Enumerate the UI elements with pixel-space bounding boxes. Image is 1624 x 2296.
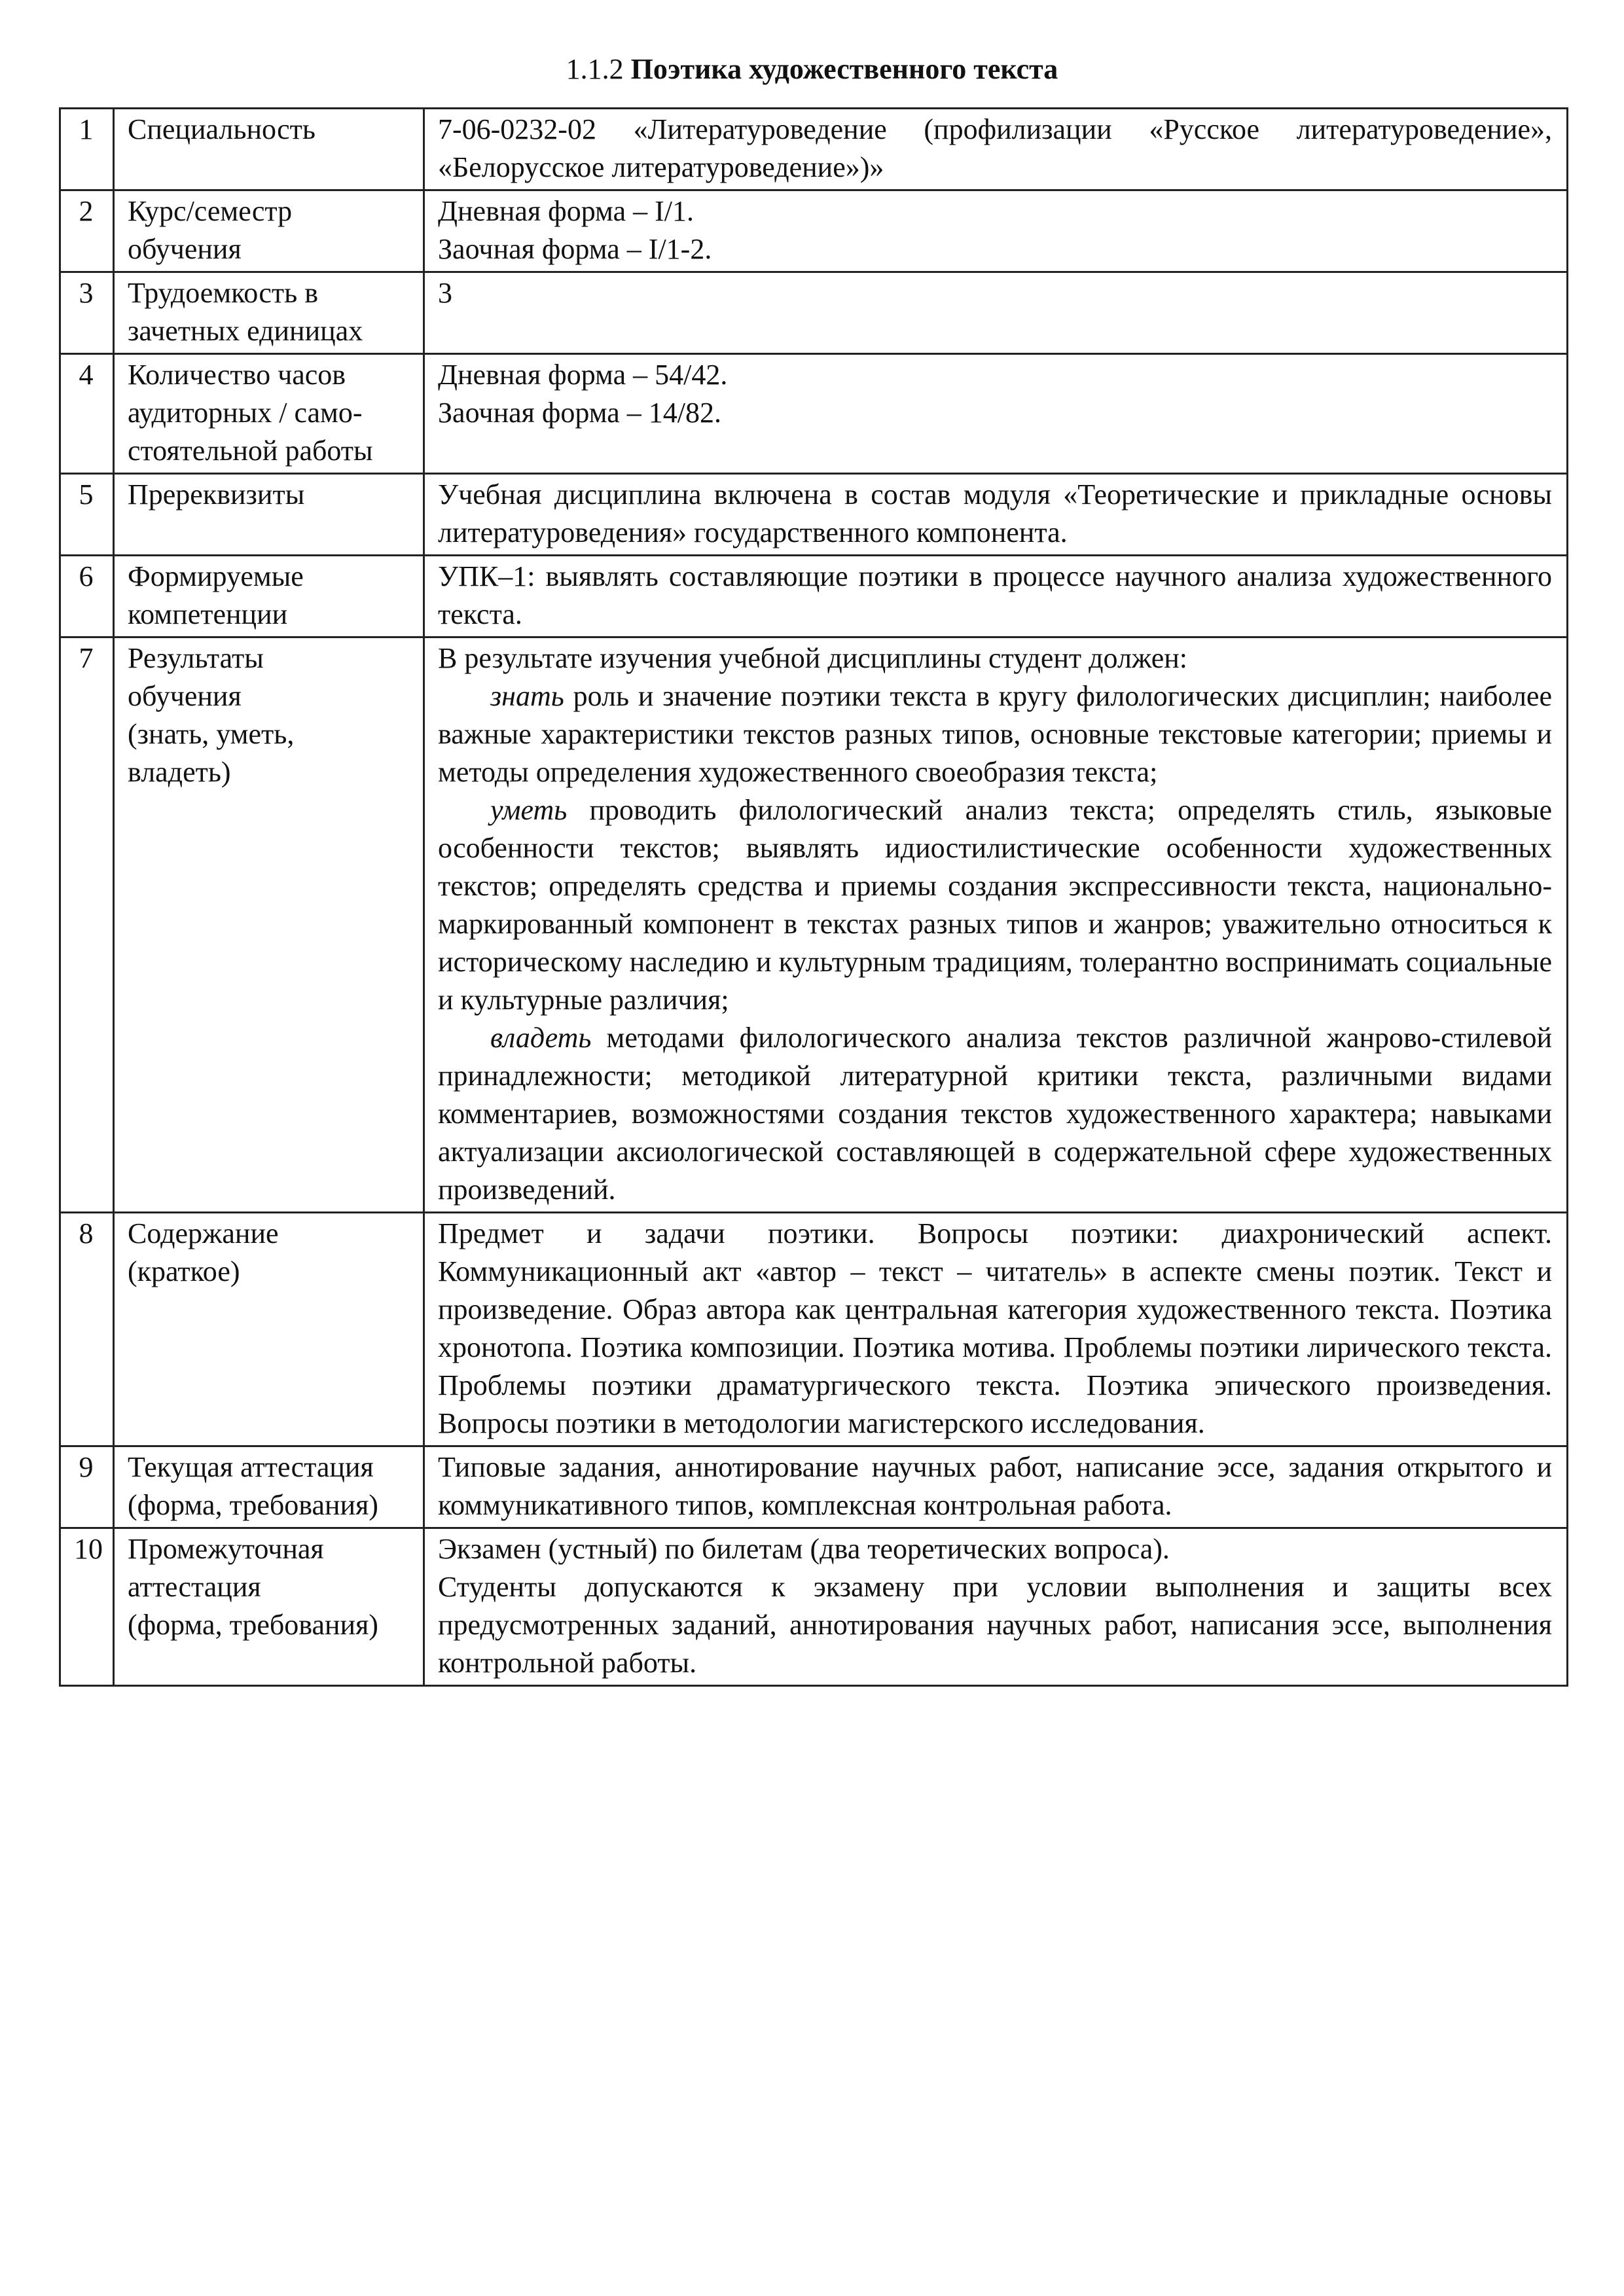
row-number: 8 (60, 1213, 114, 1446)
row-label-line: Трудоемкость в (128, 277, 318, 309)
table-row (60, 354, 1568, 474)
results-can (438, 791, 1552, 1019)
row-value (424, 474, 1568, 556)
results-text: проводить филологический анализ текста; определять стиль, языковые особенности текстов; выявлять идиостилистические особенности художественных текстов; определять средства и приемы создания экспрессивности текста, национально-маркированный компонент в текстах разных типов и жанров; уважительно относиться к историческому наследию и культурным традициям, толерантно воспринимать социальные и культурные различия; (438, 794, 1552, 1016)
row-label-line: аудиторных / само- (128, 397, 363, 429)
row-number: 2 (60, 190, 114, 272)
row-value-text: Дневная форма – 54/42. (438, 359, 728, 391)
row-value (424, 190, 1568, 272)
row-label-line: владеть) (128, 756, 231, 788)
table-row (60, 1446, 1568, 1528)
row-value-text: Предмет и задачи поэтики. Вопросы поэтики: диахронический аспект. Коммуникационный акт «автор – текст – читатель» в аспекте смены поэтик. Текст и произведение. Образ автора как центральная категория художественного текста. Поэтика хронотопа. Поэтика композиции. Поэтика мотива. Проблемы поэтики лирического текста. Проблемы поэтики драматургического текста. Поэтика эпического произведения. Вопросы поэтики в методологии магистерского исследования. (438, 1217, 1552, 1439)
row-value-text: Экзамен (устный) по билетам (два теоретических вопроса). (438, 1533, 1170, 1565)
row-label-line: (форма, требования) (128, 1609, 378, 1641)
row-value (424, 354, 1568, 474)
table-row (60, 272, 1568, 354)
row-label-line: Специальность (128, 113, 316, 145)
row-label (114, 1528, 424, 1686)
results-term: владеть (490, 1022, 592, 1054)
results-text: роль и значение поэтики текста в кругу филологических дисциплин; наиболее важные характеристики текстов разных типов, основные текстовые категории; приемы и методы определения художественного своеобразия текста; (438, 680, 1552, 788)
row-value (424, 1446, 1568, 1528)
results-text: методами филологического анализа текстов различной жанрово-стилевой принадлежности; методикой литературной критики текста, различными видами комментариев, возможностями создания текстов художественного характера; навыками актуализации аксиологической составляющей в содержательной сфере художественных произведений. (438, 1022, 1552, 1206)
row-number: 10 (60, 1528, 114, 1686)
row-label (114, 474, 424, 556)
row-number: 9 (60, 1446, 114, 1528)
row-value-text: Типовые задания, аннотирование научных работ, написание эссе, задания открытого и коммуникативного типов, комплексная контрольная работа. (438, 1451, 1552, 1521)
row-value (424, 109, 1568, 190)
table-row (60, 190, 1568, 272)
results-intro: В результате изучения учебной дисциплины студент должен: (438, 642, 1188, 674)
row-value-text: Заочная форма – I/1-2. (438, 233, 712, 265)
row-label-line: стоятельной работы (128, 435, 373, 467)
row-label-line: обучения (128, 233, 242, 265)
row-label (114, 1213, 424, 1446)
row-value-text: Студенты допускаются к экзамену при условии выполнения и защиты всех предусмотренных заданий, аннотирования научных работ, написания эссе, выполнения контрольной работы. (438, 1571, 1552, 1679)
row-number: 5 (60, 474, 114, 556)
row-label (114, 354, 424, 474)
row-label (114, 272, 424, 354)
section-number: 1.1.2 (566, 53, 624, 85)
results-term: знать (490, 680, 564, 712)
table-row (60, 637, 1568, 1213)
row-value (424, 1213, 1568, 1446)
row-number: 6 (60, 556, 114, 637)
row-number: 1 (60, 109, 114, 190)
results-know (438, 677, 1552, 791)
row-label-line: Количество часов (128, 359, 346, 391)
row-label-line: компетенции (128, 598, 288, 630)
row-label-line: (знать, уметь, (128, 718, 295, 750)
row-label (114, 109, 424, 190)
row-value-text: 7-06-0232-02 «Литературоведение (профилизации «Русское литературоведение», «Белорусское литературоведение»)» (438, 113, 1552, 183)
row-label-line: Результаты (128, 642, 264, 674)
table-row (60, 1528, 1568, 1686)
row-label-line: обучения (128, 680, 242, 712)
row-value-text: УПК–1: выявлять составляющие поэтики в процессе научного анализа художественного текста. (438, 560, 1552, 630)
row-label-line: аттестация (128, 1571, 261, 1603)
row-label (114, 190, 424, 272)
row-label-line: Формируемые (128, 560, 304, 592)
row-number: 3 (60, 272, 114, 354)
table-row (60, 556, 1568, 637)
section-title: Поэтика художественного текста (630, 53, 1058, 85)
page-title (0, 51, 1624, 88)
row-label-line: Курс/семестр (128, 195, 293, 227)
table-row (60, 474, 1568, 556)
row-number: 7 (60, 637, 114, 1213)
row-label-line: Содержание (128, 1217, 279, 1249)
course-spec-table (59, 107, 1568, 1687)
row-value-text: 3 (438, 277, 452, 309)
results-master (438, 1019, 1552, 1209)
table-row (60, 1213, 1568, 1446)
row-label (114, 1446, 424, 1528)
row-value-text: Учебная дисциплина включена в состав модуля «Теоретические и прикладные основы литературоведения» государственного компонента. (438, 478, 1552, 548)
row-value (424, 1528, 1568, 1686)
row-label-line: Промежуточная (128, 1533, 324, 1565)
row-label-line: Текущая аттестация (128, 1451, 374, 1483)
row-value (424, 637, 1568, 1213)
table-row (60, 109, 1568, 190)
row-value (424, 272, 1568, 354)
row-label (114, 556, 424, 637)
row-label (114, 637, 424, 1213)
row-label-line: зачетных единицах (128, 315, 363, 347)
row-label-line: (краткое) (128, 1255, 240, 1287)
row-label-line: (форма, требования) (128, 1489, 378, 1521)
row-value-text: Заочная форма – 14/82. (438, 397, 722, 429)
results-term: уметь (490, 794, 568, 826)
row-value-text: Дневная форма – I/1. (438, 195, 694, 227)
row-value (424, 556, 1568, 637)
row-label-line: Пререквизиты (128, 478, 305, 511)
row-number: 4 (60, 354, 114, 474)
